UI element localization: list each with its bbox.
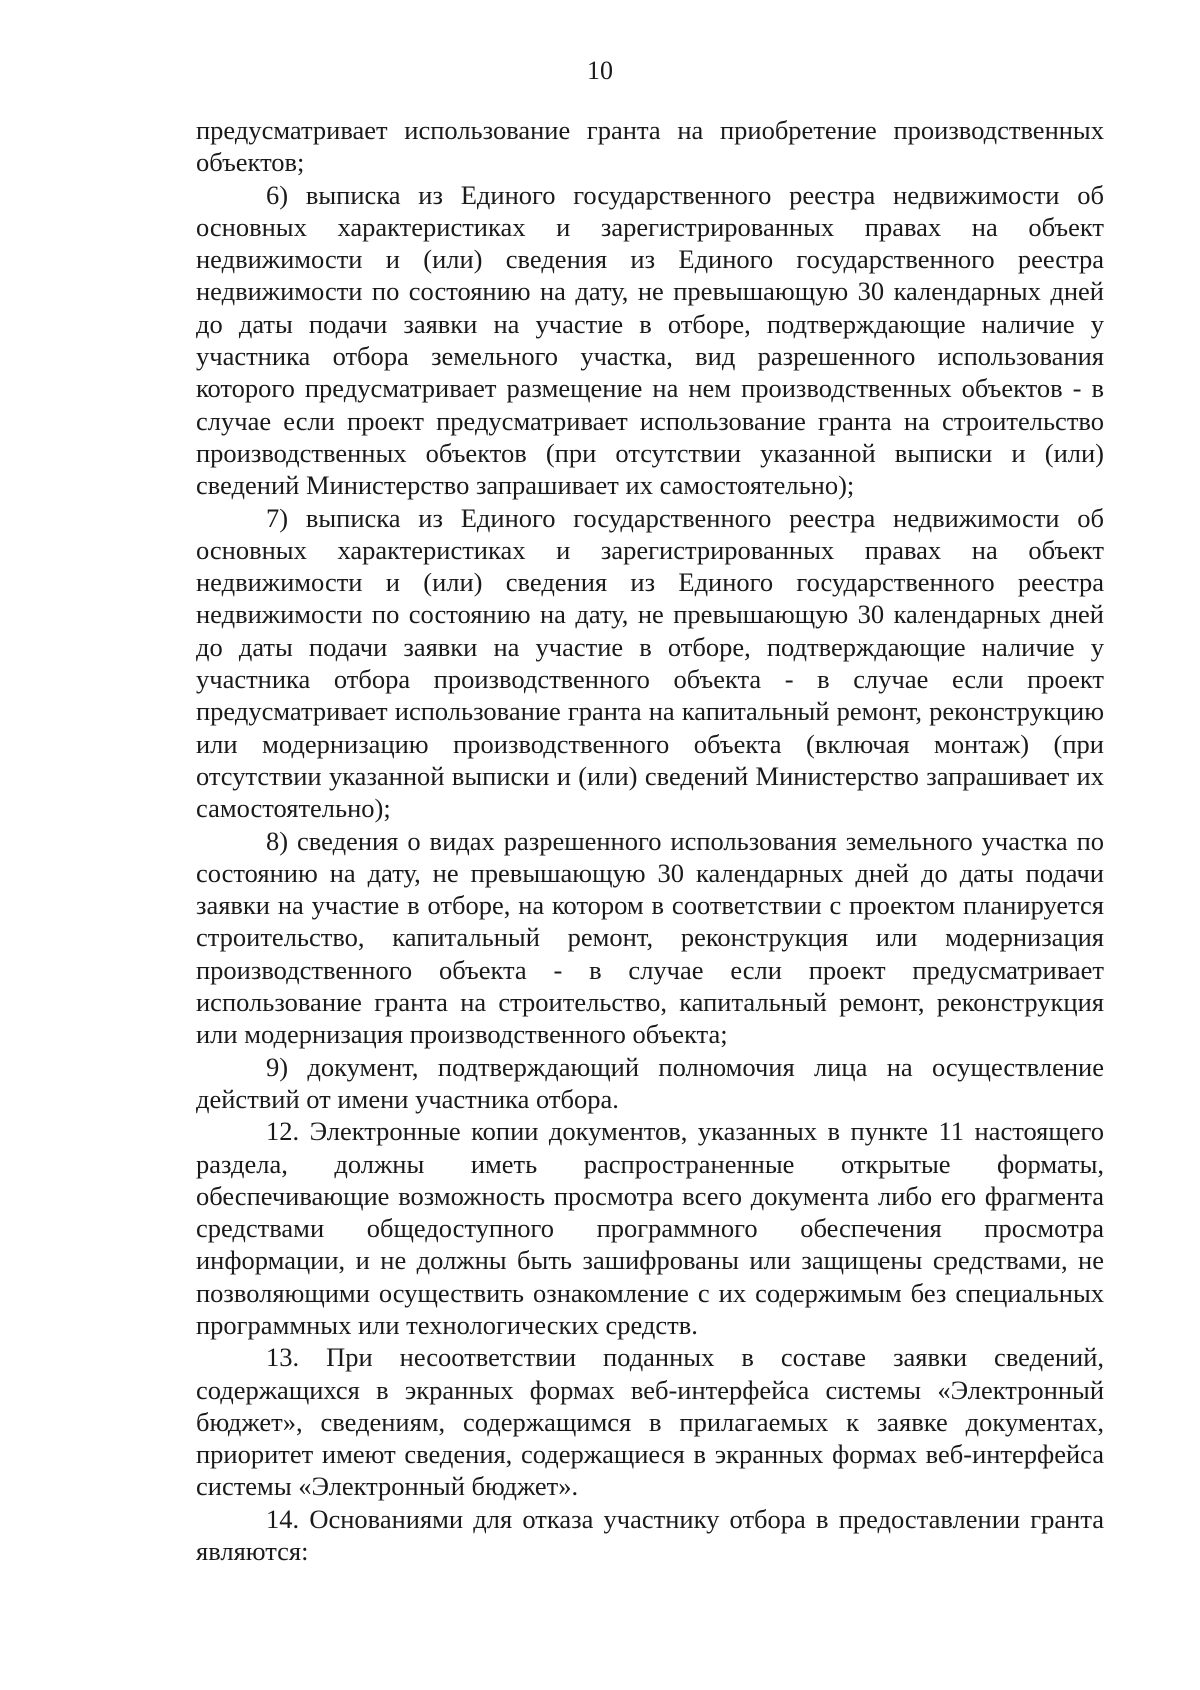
paragraph-item-6: 6) выписка из Единого государственного реестра недвижимости об основных характеристиках и зарегистрированных правах на объект недвижимости и (или) сведения из Единого государственного реестра недвижимости по состоянию на дату, не превышающую 30 календарных дней до даты подачи заявки на участие в отборе, подтверждающие наличие у участника отбора земельного участка, вид разрешенного использования которого предусматривает размещение на нем производственных объектов - в случае если проект предусматривает использование гранта на строительство производственных объектов (при отсутствии указанной выписки и (или) сведений Министерство запрашивает их самостоятельно); [196,179,1104,501]
paragraph-item-9: 9) документ, подтверждающий полномочия лица на осуществление действий от имени участника отбора. [196,1051,1104,1114]
paragraph-item-7: 7) выписка из Единого государственного реестра недвижимости об основных характеристиках и зарегистрированных правах на объект недвижимости и (или) сведения из Единого государственного реестра недвижимости по состоянию на дату, не превышающую 30 календарных дней до даты подачи заявки на участие в отборе, подтверждающие наличие у участника отбора производственного объекта - в случае если проект предусматривает использование гранта на капитальный ремонт, реконструкцию или модернизацию производственного объекта (включая монтаж) (при отсутствии указанной выписки и (или) сведений Министерство запрашивает их самостоятельно); [196,502,1104,824]
document-body [196,114,1104,1567]
paragraph-clause-12: 12. Электронные копии документов, указанных в пункте 11 настоящего раздела, должны иметь распространенные открытые форматы, обеспечивающие возможность просмотра всего документа либо его фрагмента средствами общедоступного программного обеспечения просмотра информации, и не должны быть зашифрованы или защищены средствами, не позволяющими осуществить ознакомление с их содержимым без специальных программных или технологических средств. [196,1116,1104,1340]
paragraph-clause-13: 13. При несоответствии поданных в составе заявки сведений, содержащихся в экранных формах веб-интерфейса системы «Электронный бюджет», сведениям, содержащимся в прилагаемых к заявке документах, приоритет имеют сведения, содержащиеся в экранных формах веб-интерфейса системы «Электронный бюджет». [196,1342,1104,1502]
paragraph-continuation: предусматривает использование гранта на приобретение производственных объектов; [196,115,1104,178]
page-number: 10 [587,56,613,85]
paragraph-item-8: 8) сведения о видах разрешенного использования земельного участка по состоянию на дату, не превышающую 30 календарных дней до даты подачи заявки на участие в отборе, на котором в соответствии с проектом планируется строительство, капитальный ремонт, реконструкция или модернизация производственного объекта - в случае если проект предусматривает использование гранта на строительство, капитальный ремонт, реконструкция или модернизация производственного объекта; [196,825,1104,1050]
paragraph-clause-14: 14. Основаниями для отказа участнику отбора в предоставлении гранта являются: [196,1503,1104,1567]
